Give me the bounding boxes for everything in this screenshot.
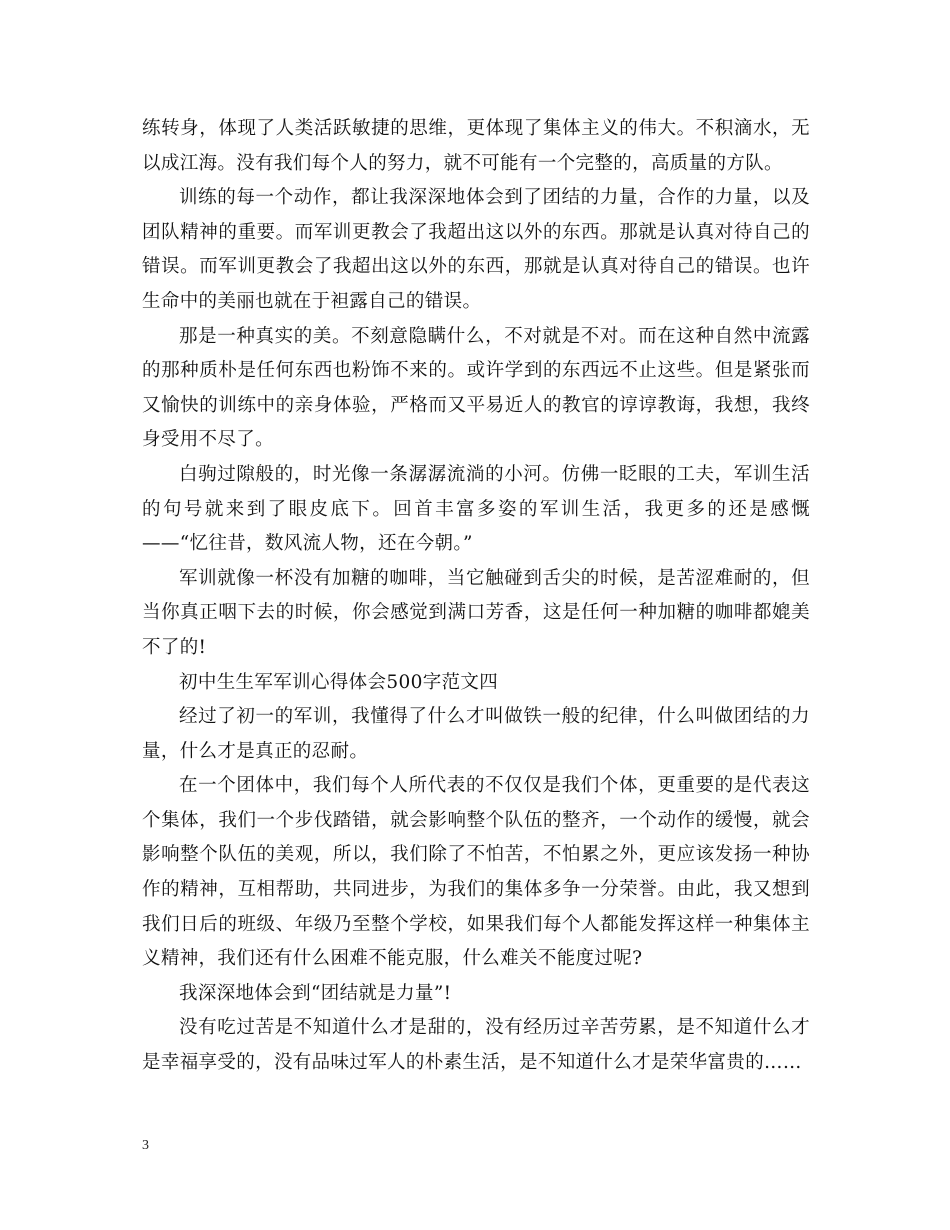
paragraph: 经过了初一的军训，我懂得了什么才叫做铁一般的纪律，什么叫做团结的力量，什么才是真正的忍耐。 — [142, 706, 810, 762]
paragraph: 军训就像一杯没有加糖的咖啡，当它触碰到舌尖的时候，是苦涩难耐的，但当你真正咽下去的时候，你会感觉到满口芳香，这是任何一种加糖的咖啡都媲美不了的! — [142, 567, 810, 658]
paragraph: 我深深地体会到“团结就是力量”! — [179, 982, 452, 1004]
paragraph: 在一个团体中，我们每个人所代表的不仅仅是我们个体，更重要的是代表这个集体，我们一个步伐踏错，就会影响整个队伍的整齐，一个动作的缓慢，就会影响整个队伍的美观，所以，我们除了不怕苦，不怕累之外，更应该发扬一种协作的精神，互相帮助，共同进步，为我们的集体多争一分荣誉。由此，我又想到我们日后的班级、年级乃至整个学校，如果我们每个人都能发挥这样一种集体主义精神，我们还有什么困难不能克服，什么难关不能度过呢? — [142, 775, 810, 970]
paragraph: 白驹过隙般的，时光像一条潺潺流淌的小河。仿佛一眨眼的工夫，军训生活的句号就来到了眼皮底下。回首丰富多姿的军训生活，我更多的还是感慨——“忆往昔，数风流人物，还在今朝。” — [142, 463, 810, 555]
paragraph: 练转身，体现了人类活跃敏捷的思维，更体现了集体主义的伟大。不积滴水，无以成江海。没有我们每个人的努力，就不可能有一个完整的，高质量的方队。 — [142, 118, 810, 174]
section-heading: 初中生生军军训心得体会500字范文四 — [179, 671, 499, 693]
page-number: 3 — [142, 1138, 149, 1153]
paragraph: 训练的每一个动作，都让我深深地体会到了团结的力量，合作的力量，以及团队精神的重要。而军训更教会了我超出这以外的东西。那就是认真对待自己的错误。而军训更教会了我超出这以外的东西，那就是认真对待自己的错误。也许生命中的美丽也就在于袒露自己的错误。 — [142, 187, 810, 312]
paragraph: 那是一种真实的美。不刻意隐瞒什么，不对就是不对。而在这种自然中流露的那种质朴是任何东西也粉饰不来的。或许学到的东西远不止这些。但是紧张而又愉快的训练中的亲身体验，严格而又平易近人的教官的谆谆教诲，我想，我终身受用不尽了。 — [142, 325, 810, 451]
paragraph: 没有吃过苦是不知道什么才是甜的，没有经历过辛苦劳累，是不知道什么才是幸福享受的，没有品味过军人的朴素生活，是不知道什么才是荣华富贵的…… — [142, 1017, 810, 1074]
page-body — [142, 112, 810, 1081]
